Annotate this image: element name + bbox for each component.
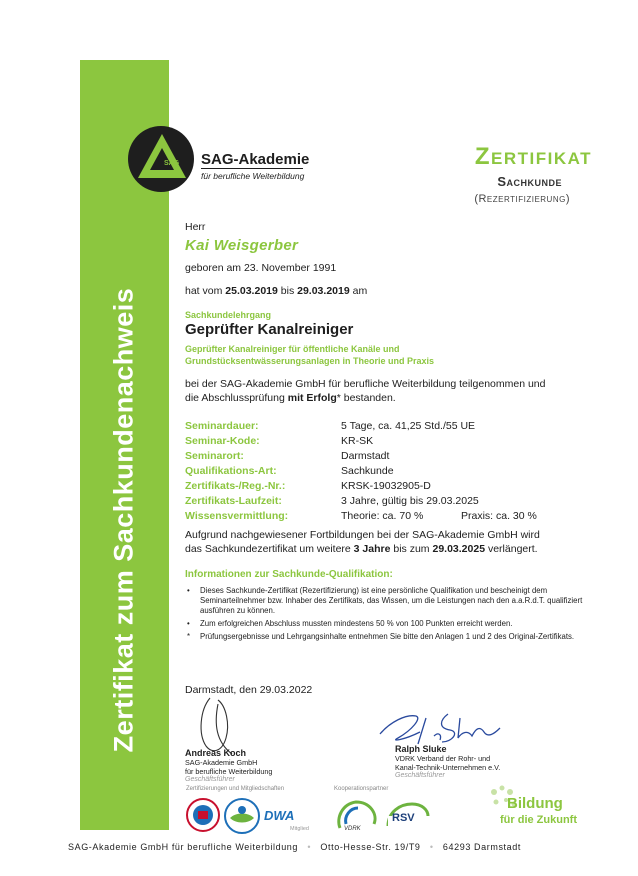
logo-triangle-icon [136, 132, 188, 182]
slogan-line-1: Bildung [507, 795, 563, 812]
details-value: KR-SK [341, 435, 374, 447]
slogan-line-2: für die Zukunft [500, 814, 577, 826]
signer-org-line-2: Kanal-Technik-Unternehmen e.V. [395, 763, 501, 772]
certificate-title: Zertifikat [474, 143, 592, 170]
partners-label: Kooperationspartner [334, 786, 389, 792]
details-value: Theorie: ca. 70 % [341, 510, 424, 522]
course-label: Sachkundelehrgang [185, 310, 272, 320]
place-date: Darmstadt, den 29.03.2022 [185, 684, 313, 696]
extension-years: 3 Jahre [353, 543, 391, 555]
rsv-logo-text: RSV [392, 812, 415, 824]
vertical-banner-text: Zertifikat zum Sachkundenachweis [108, 287, 139, 753]
footer-company: SAG-Akademie GmbH für berufliche Weiterbildung [68, 842, 299, 852]
signature-koch [192, 694, 242, 756]
logo-mark-letters: SAG [164, 160, 180, 167]
salutation: Herr [185, 221, 206, 233]
info-bullet [187, 619, 607, 629]
period-middle: bis [280, 285, 295, 297]
details-label: Seminardauer: [185, 420, 259, 432]
membership-seal-icon [224, 798, 260, 834]
certification-seal-icon [186, 798, 220, 832]
signature-sluke [376, 708, 516, 748]
participation-prefix: die Abschlussprüfung [185, 392, 285, 404]
signer-org-line-2: für berufliche Weiterbildung [185, 767, 273, 776]
details-value: 3 Jahre, gültig bis 29.03.2025 [341, 495, 479, 507]
dwa-logo-text: DWA [264, 808, 295, 823]
details-row [185, 495, 605, 510]
participation-line-2 [185, 391, 605, 405]
extension-line-1: Aufgrund nachgewiesener Fortbildungen bei der SAG-Akademie GmbH wird [185, 529, 540, 541]
details-value: Darmstadt [341, 450, 390, 462]
logo-tagline: für berufliche Weiterbildung [201, 171, 305, 181]
details-value: Sachkunde [341, 465, 394, 477]
footer-separator: • [423, 842, 440, 852]
period-to: 29.03.2019 [297, 285, 350, 297]
details-label: Seminarort: [185, 450, 244, 462]
details-label: Wissensvermittlung: [185, 510, 289, 522]
extension-date: 29.03.2025 [432, 543, 486, 555]
extension-line-2 [185, 542, 605, 556]
details-row [185, 465, 605, 480]
bullet-text: Prüfungsergebnisse und Lehrgangsinhalte entnehmen Sie bitte den Anlagen 1 und 2 des Original-Zertifikats. [200, 632, 575, 641]
participation-line-1: bei der SAG-Akademie GmbH für berufliche Weiterbildung teilgenommen und [185, 378, 546, 390]
bullet-mark: • [187, 586, 190, 595]
extension-middle: bis zum [393, 543, 430, 555]
details-row [185, 510, 605, 525]
bullet-text: Zum erfolgreichen Abschluss mussten mindestens 50 % von 100 Punkten erreicht werden. [200, 619, 513, 628]
course-description: Geprüfter Kanalreiniger für öffentliche Kanäle und Grundstücksentwässerungsanlagen in Theorie und Praxis [185, 344, 435, 366]
participation-bold: mit Erfolg [287, 392, 337, 404]
details-label: Zertifikats-/Reg.-Nr.: [185, 480, 286, 492]
period-from: 25.03.2019 [225, 285, 278, 297]
info-title: Informationen zur Sachkunde-Qualifikation: [185, 569, 393, 580]
bullet-mark: • [187, 619, 190, 628]
period-suffix: am [352, 285, 368, 297]
details-label: Seminar-Kode: [185, 435, 260, 447]
period-prefix: hat vom [185, 285, 223, 297]
certificate-subtitle-2: (Rezertifizierung) [474, 193, 570, 205]
signer-org-line-1: VDRK Verband der Rohr- und [395, 754, 491, 763]
details-row [185, 435, 605, 450]
signer-name: Ralph Sluke [395, 744, 447, 754]
signer-name: Andreas Koch [185, 748, 247, 758]
signer-org-line-1: SAG-Akademie GmbH [185, 758, 258, 767]
details-row [185, 450, 605, 465]
recipient-name: Kai Weisgerber [185, 237, 299, 254]
birth-date: geboren am 23. November 1991 [185, 262, 337, 274]
vdrk-logo-text: VDRK [344, 826, 361, 832]
certifications-label: Zertifizierungen und Mitgliedschaften [186, 786, 285, 792]
logo-name: SAG-Akademie [201, 151, 310, 168]
footer [68, 842, 600, 852]
details-row [185, 420, 605, 435]
extension-text [185, 528, 605, 556]
extension-suffix: verlängert. [487, 543, 538, 555]
signer-role: Geschäftsführer [185, 776, 235, 783]
details-value: 5 Tage, ca. 41,25 Std./55 UE [341, 420, 476, 432]
course-period [185, 285, 367, 297]
details-row [185, 480, 605, 495]
signer-koch [185, 748, 272, 783]
dwa-member-label: Mitglied [290, 826, 309, 832]
info-bullet [187, 632, 607, 642]
details-value: KRSK-19032905-D [341, 480, 431, 492]
participation-text [185, 377, 605, 405]
signer-sluke [395, 744, 500, 779]
participation-suffix: * bestanden. [336, 392, 396, 404]
details-label: Zertifikats-Laufzeit: [185, 495, 282, 507]
info-bullet [187, 586, 607, 616]
details-value-2: Praxis: ca. 30 % [461, 510, 537, 522]
logo-underline [201, 168, 303, 169]
extension-prefix: das Sachkundezertifikat um weitere [185, 543, 351, 555]
details-label: Qualifikations-Art: [185, 465, 277, 477]
signer-role: Geschäftsführer [395, 772, 445, 779]
footer-city: 64293 Darmstadt [442, 842, 521, 852]
course-title: Geprüfter Kanalreiniger [185, 321, 354, 338]
bullet-mark: * [187, 632, 191, 641]
footer-separator: • [301, 842, 318, 852]
certificate-subtitle: Sachkunde [497, 174, 562, 189]
footer-street: Otto-Hesse-Str. 19/T9 [320, 842, 421, 852]
bullet-text: Dieses Sachkunde-Zertifikat (Rezertifizierung) ist eine persönliche Qualifikation und bescheinigt dem Seminarteilnehmer bzw. Inhaber des Zertifikats, das Wissen, um die Leistungen nach den a.a.R.d.T. qualifiziert ausführen zu können. [200, 586, 583, 615]
